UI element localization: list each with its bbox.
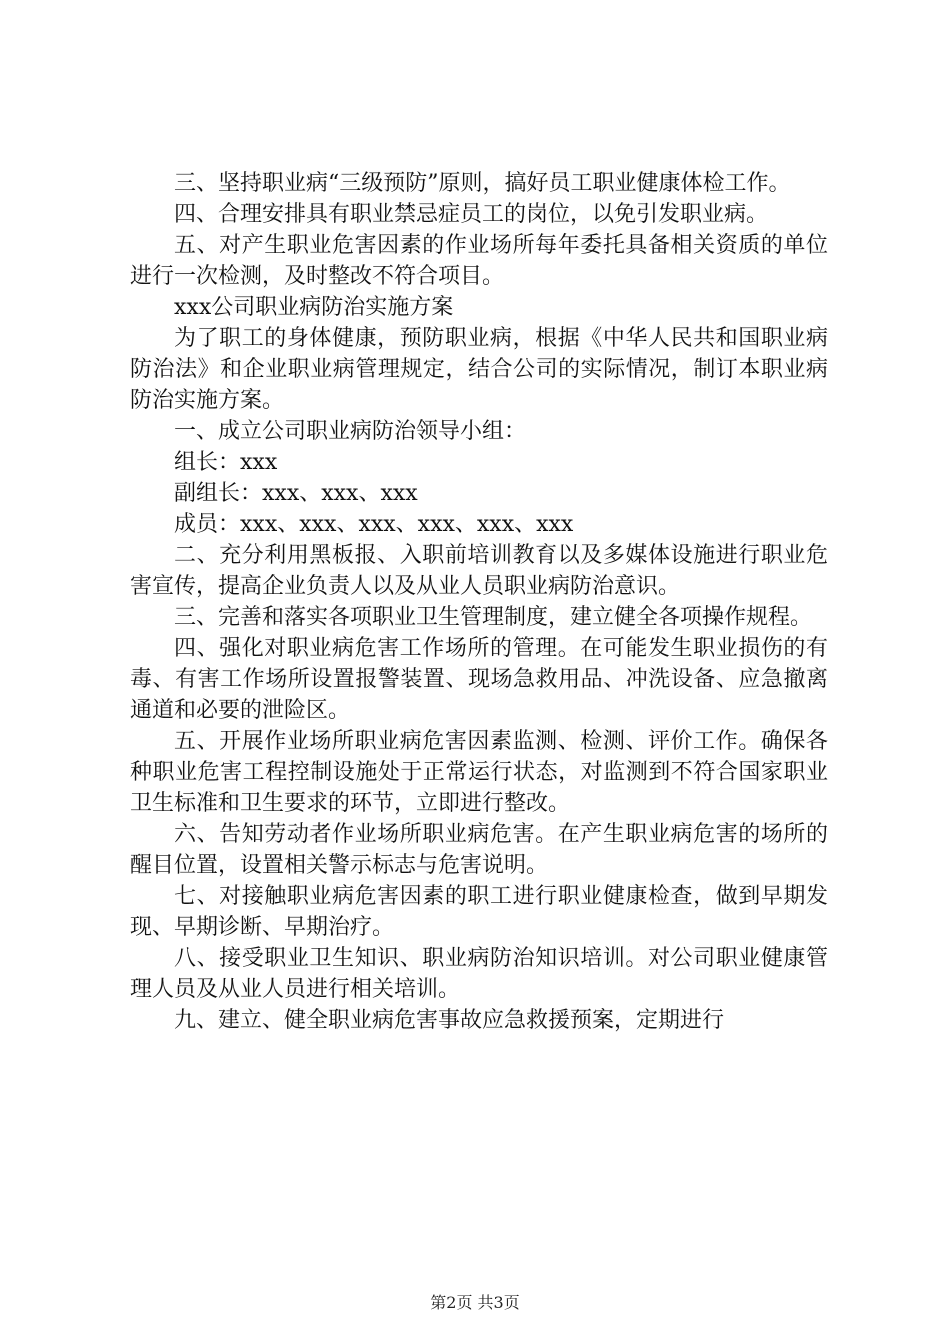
paragraph-item-3: 三、完善和落实各项职业卫生管理制度，建立健全各项操作规程。 — [174, 605, 813, 630]
paragraph-item-6: 六、告知劳动者作业场所职业病危害。在产生职业病危害的场所的醒目位置，设置相关警示标志与危害说明。 — [130, 822, 828, 878]
paragraph-3: 五、对产生职业危害因素的作业场所每年委托具备相关资质的单位进行一次检测，及时整改不符合项目。 — [130, 233, 828, 289]
paragraph-intro: 为了职工的身体健康，预防职业病，根据《中华人民共和国职业病防治法》和企业职业病管理规定，结合公司的实际情况，制订本职业病防治实施方案。 — [130, 326, 828, 413]
paragraph-deputy-leader: 副组长：xxx、xxx、xxx — [174, 481, 418, 506]
paragraph-item-2: 二、充分利用黑板报、入职前培训教育以及多媒体设施进行职业危害宣传，提高企业负责人以及从业人员职业病防治意识。 — [130, 543, 828, 599]
paragraph-item-9: 九、建立、健全职业病危害事故应急救援预案，定期进行 — [174, 1008, 725, 1033]
paragraph-item-4: 四、强化对职业病危害工作场所的管理。在可能发生职业损伤的有毒、有害工作场所设置报警装置、现场急救用品、冲洗设备、应急撤离通道和必要的泄险区。 — [130, 636, 828, 723]
paragraph-group-title: 一、成立公司职业病防治领导小组： — [174, 419, 527, 444]
paragraph-item-7: 七、对接触职业病危害因素的职工进行职业健康检查，做到早期发现、早期诊断、早期治疗。 — [130, 884, 828, 940]
document-body — [130, 168, 828, 1036]
paragraph-members: 成员：xxx、xxx、xxx、xxx、xxx、xxx — [174, 512, 574, 537]
paragraph-leader: 组长：xxx — [174, 450, 278, 475]
paragraph-item-5: 五、开展作业场所职业病危害因素监测、检测、评价工作。确保各种职业危害工程控制设施处于正常运行状态，对监测到不符合国家职业卫生标准和卫生要求的环节，立即进行整改。 — [130, 729, 828, 816]
page-number-label: 第2页 共3页 — [430, 1293, 520, 1312]
paragraph-2: 四、合理安排具有职业禁忌症员工的岗位，以免引发职业病。 — [174, 202, 769, 227]
page-footer — [0, 1290, 950, 1313]
section-heading: xxx公司职业病防治实施方案 — [174, 295, 454, 320]
paragraph-1: 三、坚持职业病“三级预防”原则，搞好员工职业健康体检工作。 — [174, 171, 791, 196]
paragraph-item-8: 八、接受职业卫生知识、职业病防治知识培训。对公司职业健康管理人员及从业人员进行相关培训。 — [130, 946, 828, 1002]
